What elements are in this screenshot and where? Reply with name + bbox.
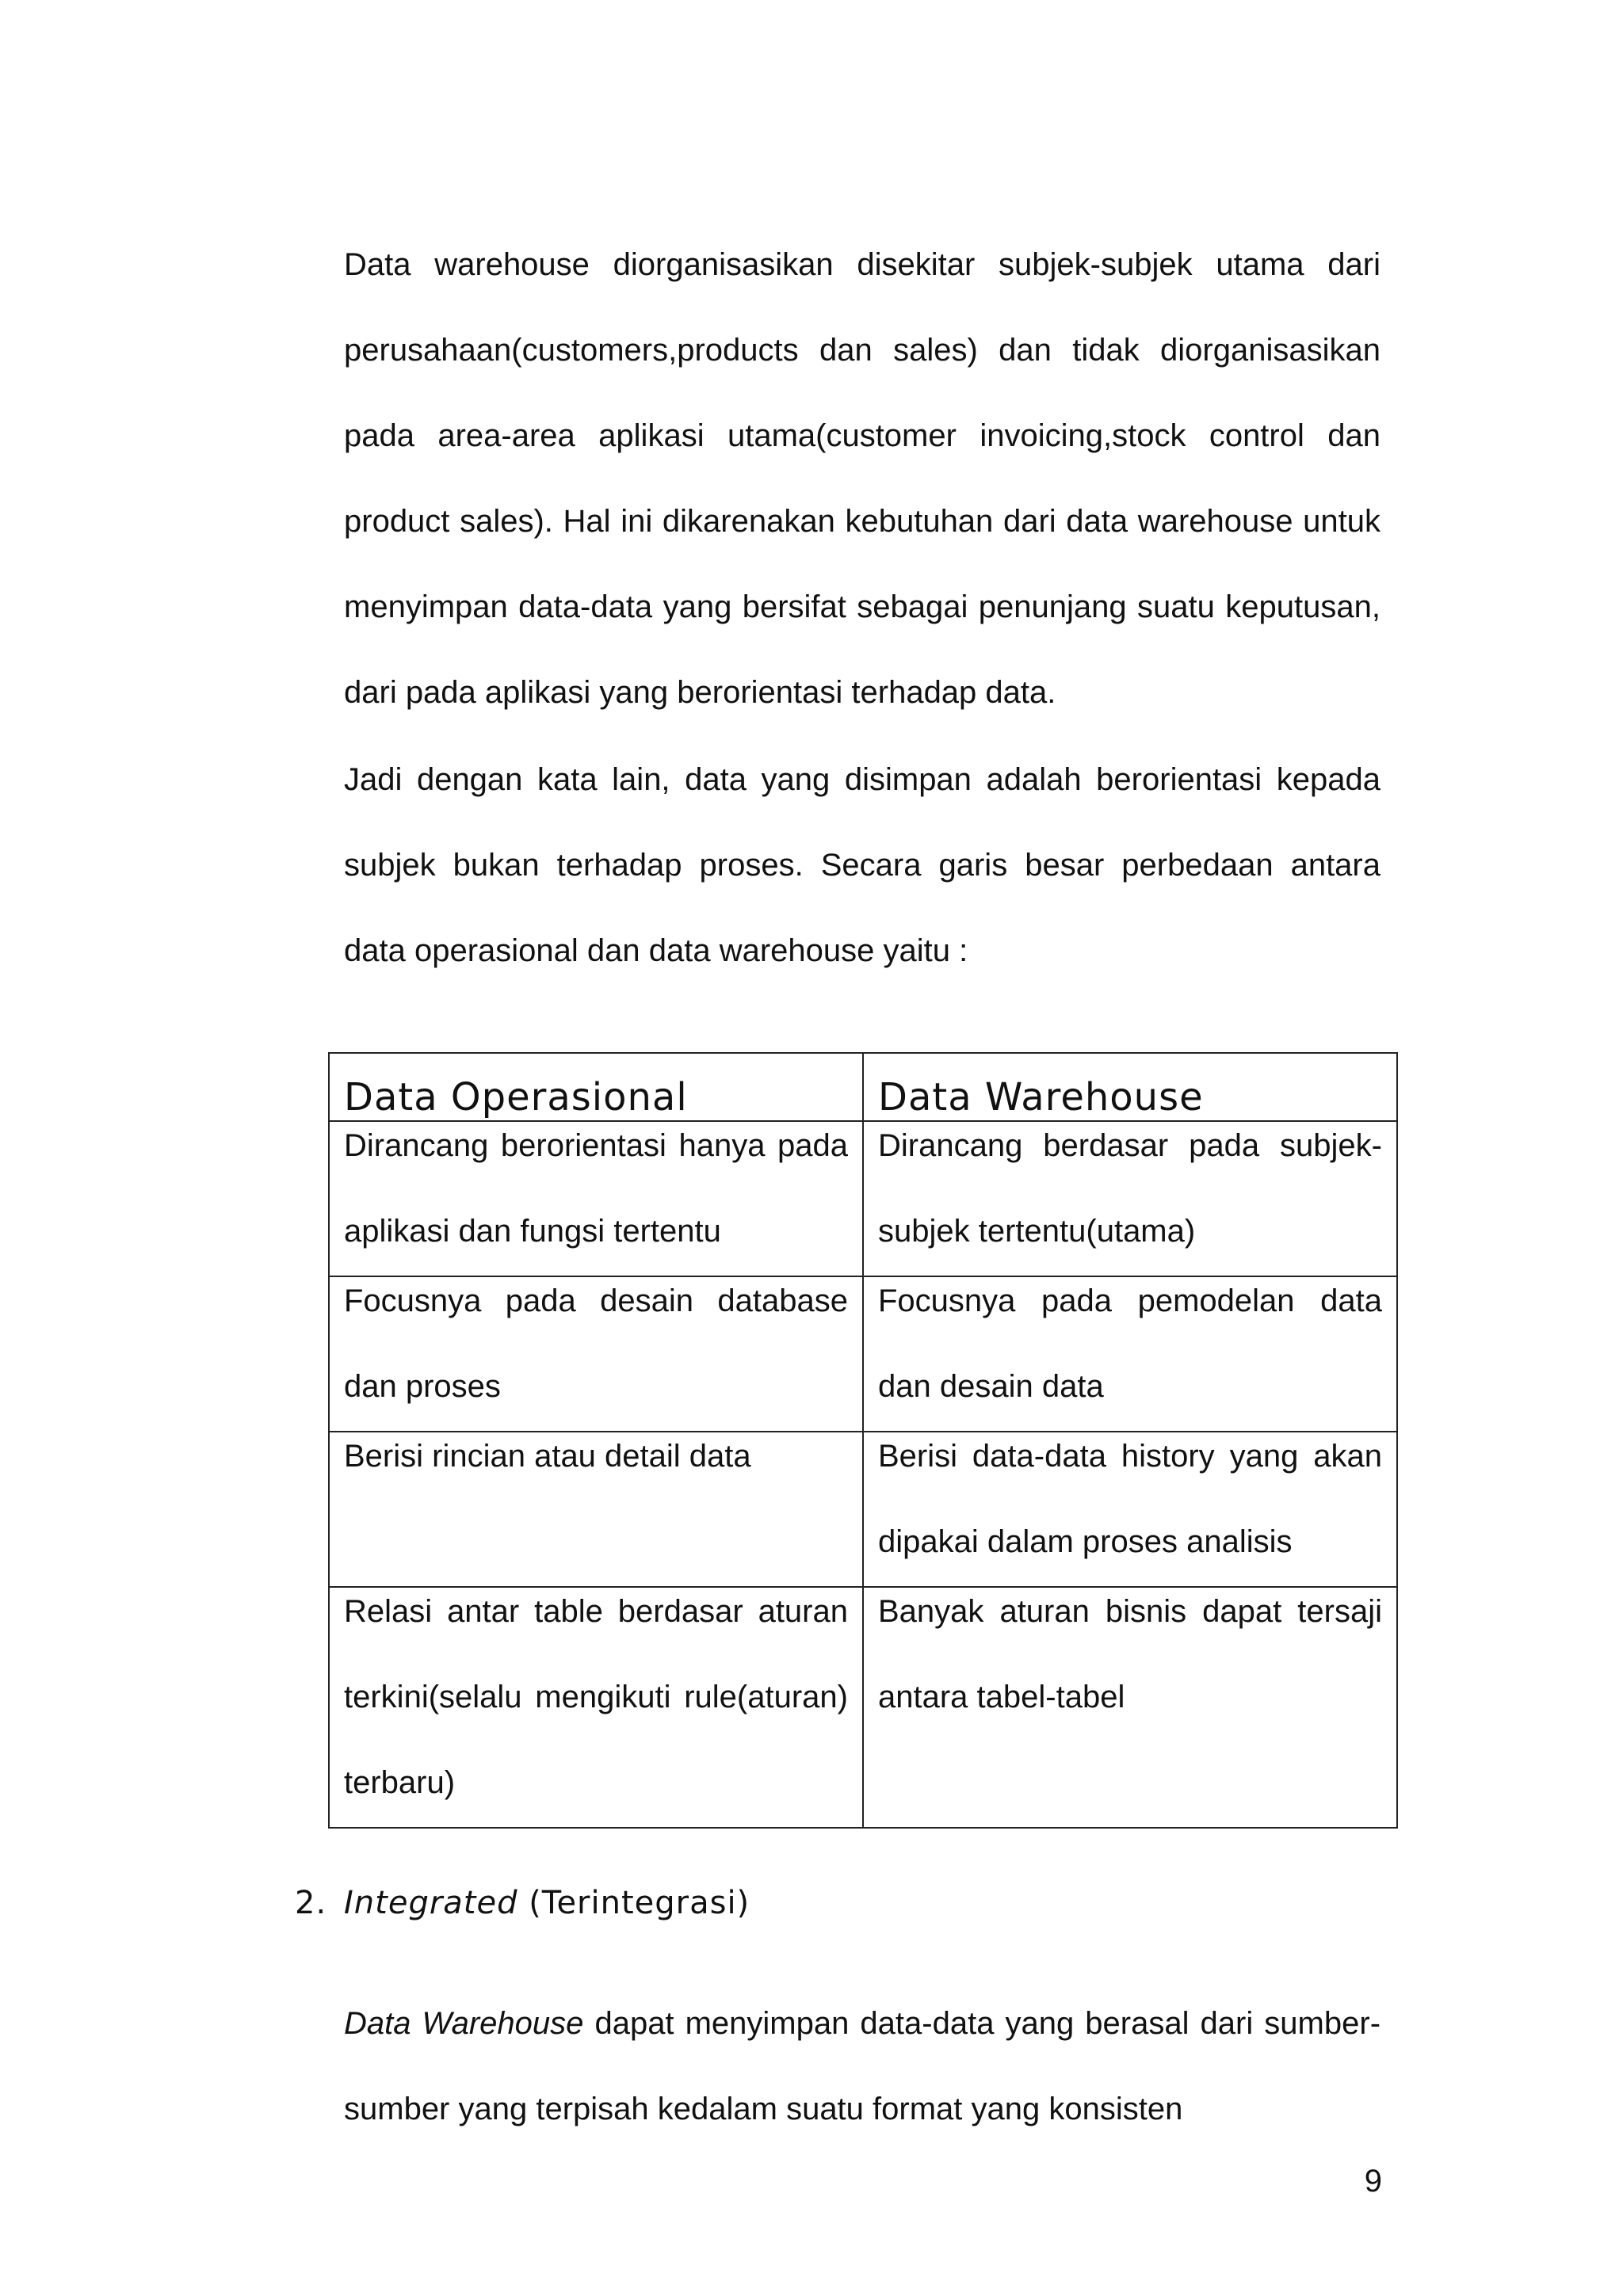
page-number: 9 — [1364, 2164, 1382, 2199]
table-row — [329, 1276, 1397, 1432]
paragraph-integrated — [344, 1981, 1381, 2152]
table-cell — [329, 1432, 863, 1587]
section-number: 2. — [295, 1885, 327, 1921]
table-cell — [863, 1432, 1397, 1587]
cell-text: Relasi antar table berdasar aturan terkini(selalu mengikuti rule(aturan) terbaru) — [344, 1594, 848, 1800]
cell-text: Dirancang berorientasi hanya pada aplikasi dan fungsi tertentu — [344, 1128, 848, 1249]
table-row — [329, 1587, 1397, 1828]
cell-text: Banyak aturan bisnis dapat tersaji antara tabel-tabel — [878, 1594, 1382, 1714]
section-title-rest: (Terintegrasi) — [517, 1885, 750, 1921]
table-cell — [329, 1121, 863, 1276]
table-cell — [863, 1121, 1397, 1276]
cell-text: Focusnya pada desain database dan proses — [344, 1283, 848, 1404]
header-data-warehouse: Data Warehouse — [863, 1053, 1397, 1121]
cell-text: Berisi rincian atau detail data — [344, 1439, 751, 1474]
cell-text: Focusnya pada pemodelan data dan desain data — [878, 1283, 1382, 1404]
section-heading-integrated — [295, 1879, 750, 1927]
cell-text: Dirancang berdasar pada subjek-subjek tertentu(utama) — [878, 1128, 1382, 1249]
table-row — [329, 1121, 1397, 1276]
table-row — [329, 1432, 1397, 1587]
comparison-table — [328, 1052, 1398, 1829]
paragraph-body: dapat menyimpan data-data yang berasal dari sumber-sumber yang terpisah kedalam suatu format yang konsisten — [344, 2006, 1381, 2126]
table-cell — [863, 1276, 1397, 1432]
header-data-operasional: Data Operasional — [329, 1053, 863, 1121]
section-title-italic: Integrated — [344, 1885, 518, 1921]
table-cell — [329, 1276, 863, 1432]
paragraph-subject-organization: Data warehouse diorganisasikan disekitar subjek-subjek utama dari perusahaan(customers,products dan sales) dan tidak diorganisasikan pada area-area aplikasi utama(customer invoicing,stock control dan product sales). Hal ini dikarenakan kebutuhan dari data warehouse untuk menyimpan data-data yang bersifat sebagai penunjang suatu keputusan, dari pada aplikasi yang berorientasi terhadap data. — [344, 247, 1381, 710]
cell-text: Berisi data-data history yang akan dipakai dalam proses analisis — [878, 1439, 1382, 1559]
paragraph-subject-oriented: Jadi dengan kata lain, data yang disimpan adalah berorientasi kepada subjek bukan terhadap proses. Secara garis besar perbedaan antara data operasional dan data warehouse yaitu : — [344, 762, 1381, 968]
table-cell — [329, 1587, 863, 1828]
paragraph-italic-lead: Data Warehouse — [344, 2006, 584, 2041]
table-cell — [863, 1587, 1397, 1828]
